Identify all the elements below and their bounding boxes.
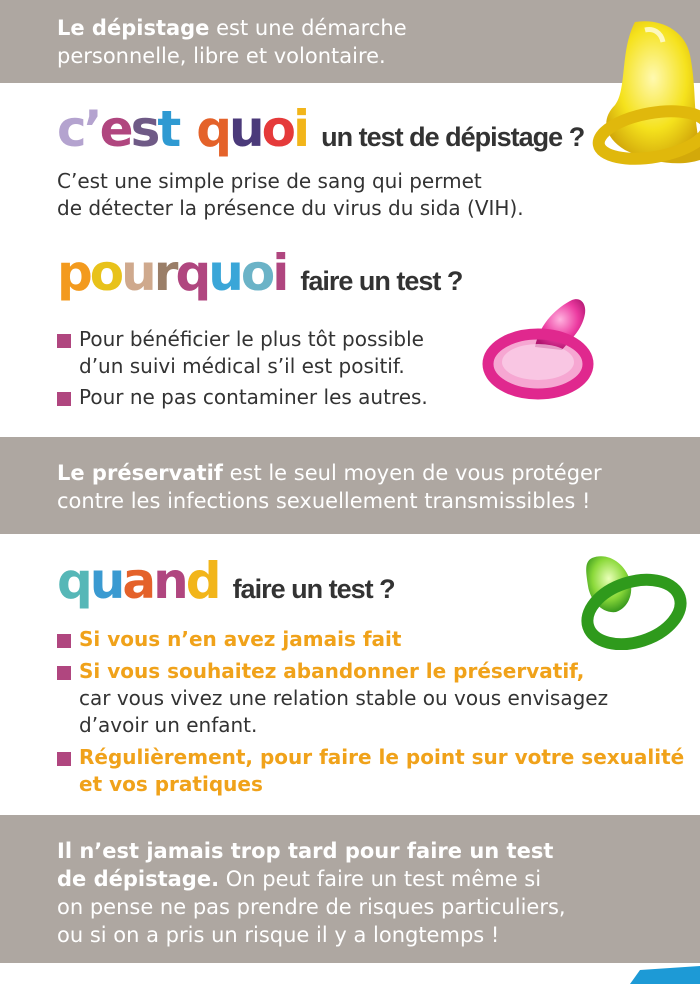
big-letter: i <box>272 244 287 302</box>
big-letter: o <box>89 244 122 302</box>
big-letter: q <box>57 552 90 610</box>
list-item: Pour bénéficier le plus tôt possible d’un suivi médical s’il est positif. <box>57 326 428 380</box>
list-item: Régulièrement, pour faire le point sur votre sexualité et vos pratiques <box>57 744 684 798</box>
bullet-square-icon <box>57 392 71 406</box>
big-letter: d <box>185 552 219 610</box>
big-letter: t <box>157 100 179 158</box>
bullet-square-icon <box>57 634 71 648</box>
big-letter: u <box>208 244 241 302</box>
big-word-pourquoi <box>57 244 286 302</box>
bullet-square-icon <box>57 334 71 348</box>
big-letter: r <box>153 244 176 302</box>
section-when-list <box>57 626 684 798</box>
big-letter: o <box>261 100 293 158</box>
big-word-quand <box>57 552 219 610</box>
intro-line-2: personnelle, libre et volontaire. <box>57 44 386 68</box>
big-word-cest-quoi <box>57 100 307 158</box>
big-letter: i <box>293 100 308 158</box>
band3-line-4: ou si on a pris un risque il y a longtemps ! <box>57 923 500 947</box>
big-letter: n <box>153 552 186 610</box>
intro-line-1: Le dépistage est une démarche <box>57 16 407 40</box>
band3-line-2: de dépistage. On peut faire un test même si <box>57 867 542 891</box>
section-when-heading <box>57 552 395 610</box>
pink-condom-image <box>480 292 605 410</box>
big-letter: a <box>122 552 154 610</box>
section-why-heading <box>57 244 462 302</box>
big-letter: ’ <box>83 100 100 158</box>
condom-band-line-1: Le préservatif est le seul moyen de vous protéger <box>57 461 602 485</box>
section-what-text-2: de détecter la présence du virus du sida (VIH). <box>57 196 524 220</box>
big-letter: u <box>121 244 154 302</box>
big-letter: q <box>196 100 230 158</box>
list-item: Si vous n’en avez jamais fait <box>57 626 684 653</box>
list-item: Pour ne pas contaminer les autres. <box>57 384 428 411</box>
big-letter: u <box>229 100 262 158</box>
big-letter: s <box>130 100 158 158</box>
section-why-list <box>57 326 428 411</box>
section-why-subtitle: faire un test ? <box>300 266 463 296</box>
yellow-condom-image <box>565 10 700 170</box>
band3-line-3: on pense ne pas prendre de risques particuliers, <box>57 895 566 919</box>
condom-band-line-2: contre les infections sexuellement transmissibles ! <box>57 489 591 513</box>
condom-band <box>0 437 700 534</box>
bullet-square-icon <box>57 666 71 680</box>
section-what-text-1: C’est une simple prise de sang qui permet <box>57 169 482 193</box>
big-letter: q <box>175 244 209 302</box>
list-item: Si vous souhaitez abandonner le préservatif, car vous vivez une relation stable ou vous envisagez d’avoir un enfant. <box>57 658 684 739</box>
big-letter: e <box>99 100 131 158</box>
big-letter: o <box>240 244 273 302</box>
section-what-heading <box>57 100 584 158</box>
big-letter: u <box>89 552 123 610</box>
section-when-subtitle: faire un test ? <box>232 574 395 604</box>
big-letter: c <box>57 100 84 158</box>
bullet-square-icon <box>57 752 71 766</box>
band3-line-1: Il n’est jamais trop tard pour faire un test <box>57 839 554 863</box>
never-too-late-band <box>0 815 700 963</box>
big-letter: p <box>57 244 90 302</box>
section-what-subtitle: un test de dépistage ? <box>321 122 585 152</box>
blue-corner-decoration <box>610 966 700 984</box>
